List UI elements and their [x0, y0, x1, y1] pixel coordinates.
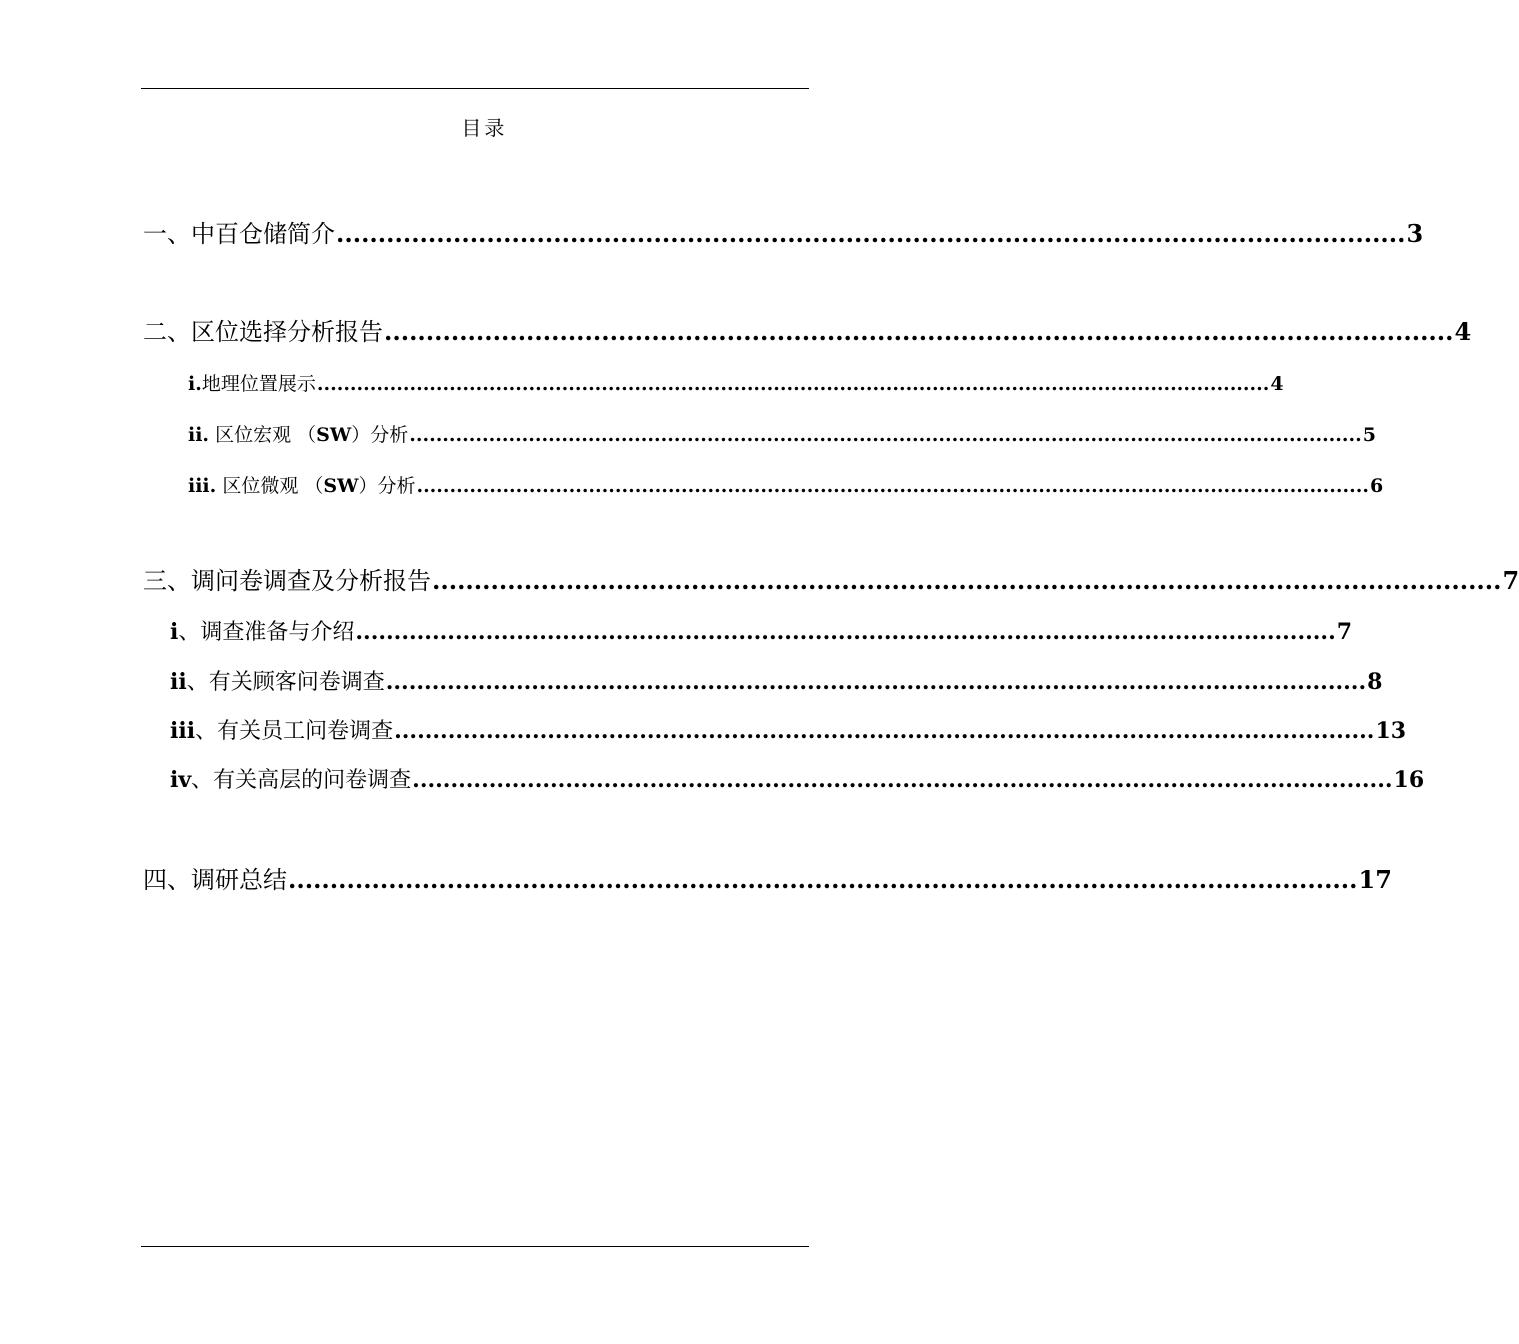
toc-leader-dots: ................................................................................................................................: [432, 566, 1502, 595]
toc-label: iii、有关员工问卷调查: [170, 718, 394, 744]
toc-label: ii. 区位宏观 （SW）分析: [188, 424, 409, 446]
toc-label: iv、有关高层的问卷调查: [170, 767, 412, 793]
toc-label: i.地理位置展示: [188, 373, 316, 395]
document-title: 目录: [442, 116, 508, 140]
footer-rule: [141, 1246, 809, 1247]
toc-entry-section-3-iv[interactable]: [170, 765, 1425, 795]
toc-entry-section-3[interactable]: [143, 565, 1519, 597]
toc-page-number: 16: [1393, 767, 1425, 793]
toc-entry-section-3-ii[interactable]: [170, 667, 1383, 697]
toc-leader-dots: ................................................................................................................................................: [316, 373, 1270, 395]
toc-leader-dots: ................................................................................................................................: [394, 718, 1375, 744]
toc-page-number: 13: [1375, 718, 1407, 744]
toc-label: ii、有关顾客问卷调查: [170, 669, 385, 695]
toc-entry-section-3-i[interactable]: [170, 617, 1353, 647]
toc-page-number: 3: [1406, 219, 1424, 248]
toc-entry-section-1[interactable]: [143, 218, 1424, 250]
toc-label: iii. 区位微观 （SW）分析: [188, 475, 416, 497]
toc-leader-dots: ................................................................................................................................: [384, 317, 1454, 346]
toc-leader-dots: ................................................................................................................................: [385, 669, 1367, 695]
toc-page-number: 4: [1270, 373, 1284, 395]
toc-label: 二、区位选择分析报告: [143, 318, 383, 346]
toc-entry-section-4[interactable]: [143, 864, 1392, 896]
toc-entry-section-2-ii[interactable]: [188, 422, 1376, 448]
toc-page-number: 7: [1336, 619, 1353, 645]
toc-entry-section-2-iii[interactable]: [188, 473, 1384, 499]
toc-leader-dots: ................................................................................................................................: [336, 219, 1406, 248]
toc-page-number: 7: [1502, 566, 1519, 595]
toc-leader-dots: ................................................................................................................................: [412, 767, 1393, 793]
toc-label: 三、调问卷调查及分析报告: [143, 567, 431, 595]
toc-entry-section-2[interactable]: [143, 316, 1472, 348]
toc-leader-dots: ................................................................................................................................: [355, 619, 1336, 645]
toc-leader-dots: ................................................................................................................................................: [416, 475, 1369, 497]
toc-label: 一、中百仓储简介: [143, 220, 335, 248]
toc-leader-dots: ................................................................................................................................................: [409, 424, 1362, 446]
toc-entry-section-3-iii[interactable]: [170, 716, 1407, 746]
toc-label: i、调查准备与介绍: [170, 619, 355, 645]
toc-page-number: 5: [1362, 424, 1376, 446]
toc-page-number: 8: [1367, 669, 1383, 695]
toc-leader-dots: ................................................................................................................................: [288, 865, 1358, 894]
toc-page-number: 4: [1454, 317, 1472, 346]
toc-page-number: 6: [1369, 475, 1384, 497]
toc-entry-section-2-i[interactable]: [188, 371, 1284, 397]
toc-label: 四、调研总结: [143, 866, 287, 894]
toc-page-number: 17: [1358, 865, 1392, 894]
